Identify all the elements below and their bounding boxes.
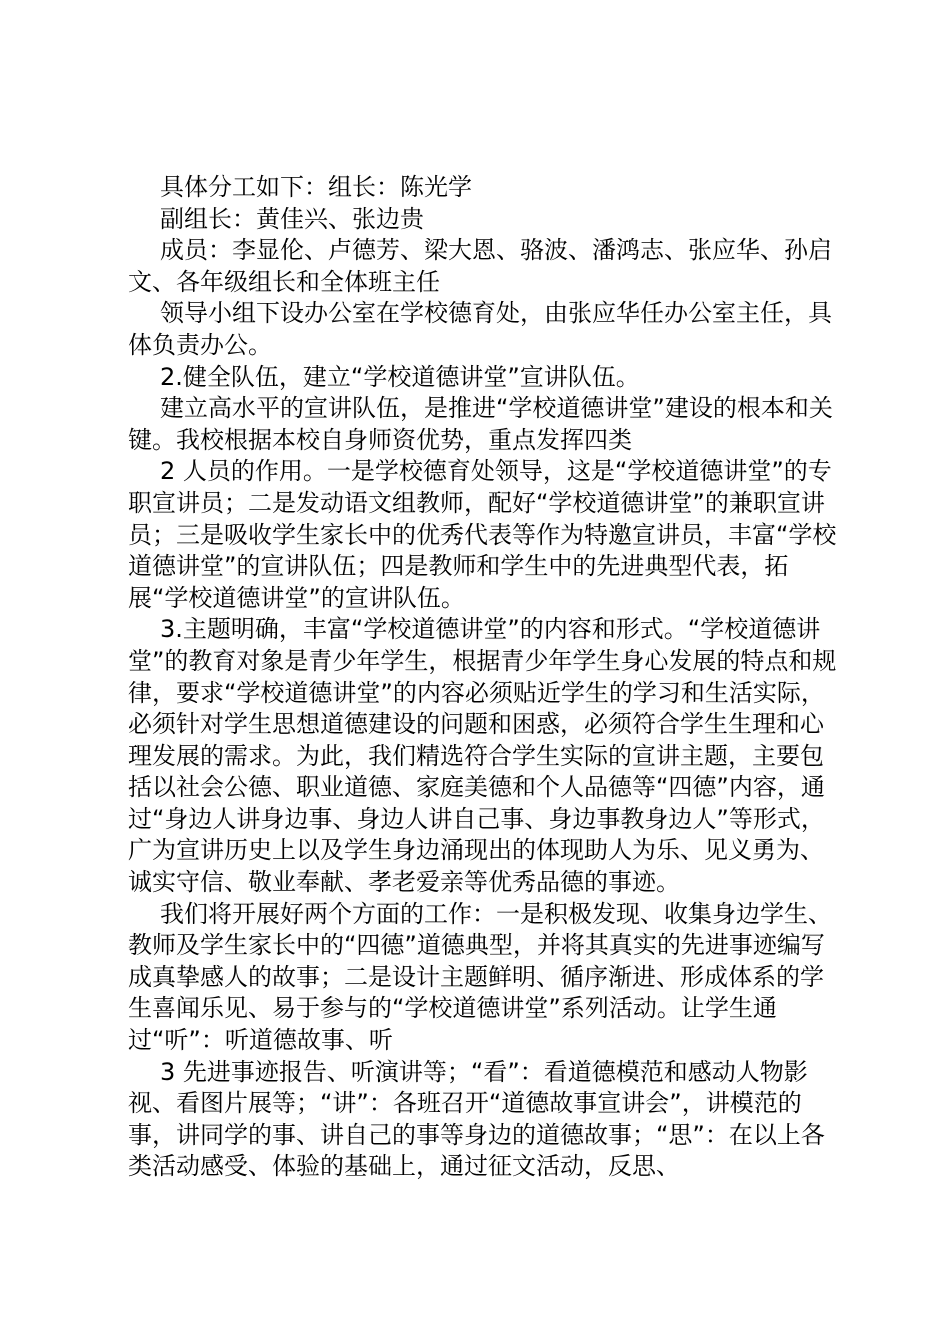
- paragraph-two-tasks: 我们将开展好两个方面的工作：一是积极发现、收集身边学生、教师及学生家长中的“四德”道德典型，并将其真实的先进事迹编写成真挚感人的故事；二是设计主题鲜明、循序渐进、形成体系的学生喜闻乐见、易于参与的“学校道德讲堂”系列活动。让学生通过“听”：听道德故事、听: [128, 899, 832, 1055]
- paragraph-activities: 3 先进事迹报告、听演讲等；“看”：看道德模范和感动人物影视、看图片展等；“讲”：各班召开“道德故事宣讲会”，讲模范的事，讲同学的事、讲自己的事等身边的道德故事；“思”：在以上各类活动感受、体验的基础上，通过征文活动，反思、: [128, 1057, 825, 1181]
- document-body: [128, 172, 843, 1183]
- paragraph-section-2-heading: 2.健全队伍，建立“学校道德讲堂”宣讲队伍。: [160, 362, 640, 391]
- paragraph-deputy-leaders: 副组长：黄佳兴、张边贵: [160, 204, 424, 233]
- paragraph-four-types: 2 人员的作用。一是学校德育处领导，这是“学校道德讲堂”的专职宣讲员；二是发动语文组教师，配好“学校道德讲堂”的兼职宣讲员；三是吸收学生家长中的优秀代表等作为特邀宣讲员，丰富“学校道德讲堂”的宣讲队伍；四是教师和学生中的先进典型代表，拓展“学校道德讲堂”的宣讲队伍。: [128, 457, 837, 612]
- paragraph-section-3: 3.主题明确，丰富“学校道德讲堂”的内容和形式。“学校道德讲堂”的教育对象是青少年学生，根据青少年学生身心发展的特点和规律，要求“学校道德讲堂”的内容必须贴近学生的学习和生活实际，必须针对学生思想道德建设的问题和困惑，必须符合学生生理和心理发展的需求。为此，我们精选符合学生实际的宣讲主题，主要包括以社会公德、职业道德、家庭美德和个人品德等“四德”内容，通过“身边人讲身边事、身边人讲自己事、身边事教身边人”等形式，广为宣讲历史上以及学生身边涌现出的体现助人为乐、见义勇为、诚实守信、敬业奉献、孝老爱亲等优秀品德的事迹。: [128, 615, 837, 897]
- paragraph-office: 领导小组下设办公室在学校德育处，由张应华任办公室主任，具体负责办公。: [128, 299, 832, 359]
- paragraph-division-of-labor: 具体分工如下：组长：陈光学: [160, 173, 472, 201]
- paragraph-lecturer-team: 建立高水平的宣讲队伍，是推进“学校道德讲堂”建设的根本和关键。我校根据本校自身师资优势，重点发挥四类: [128, 394, 833, 454]
- paragraph-members: 成员：李显伦、卢德芳、梁大恩、骆波、潘鸿志、张应华、孙启文、各年级组长和全体班主任: [128, 236, 832, 296]
